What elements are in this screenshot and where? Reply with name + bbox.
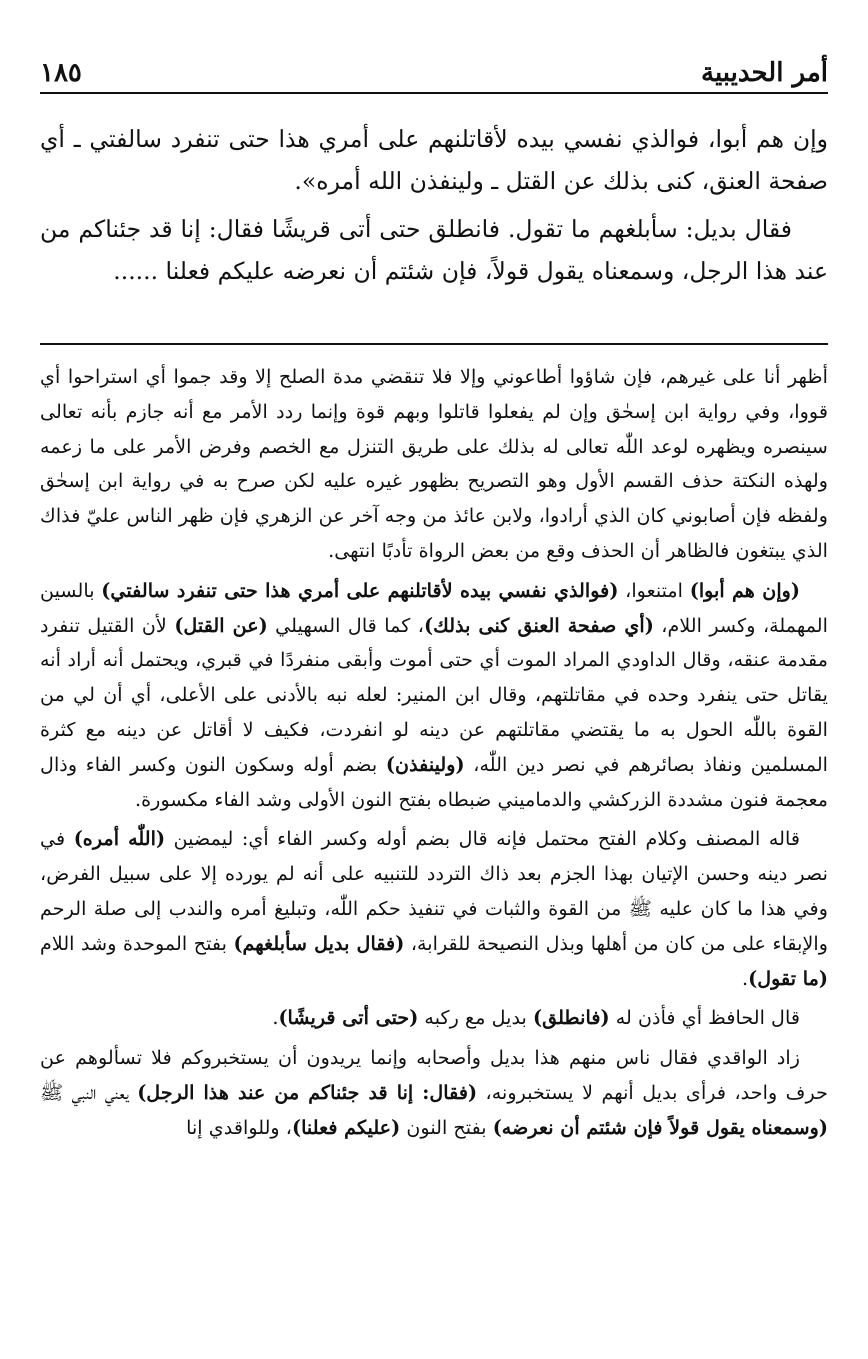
commentary-text: في نصر دينه وحسن الإتيان بهذا الجزم بعد ذاك التردد للتنبيه على أنه لم يورده إلا على سبيل الفرض، وفي هذا ما كان عليه ﷺ من القوة والثبات في تنفيذ حكم اللّٰه، وتبليغ أمره والندب إلى صلة الرحم والإبقاء على من كان من أهلها وبذل النصيحة للقرابة، <box>40 827 828 955</box>
commentary-paragraph <box>40 1001 828 1036</box>
commentary-text: لأن القتيل تنفرد مقدمة عنقه، وقال الداودي المراد الموت أي حتى أموت وأبقى منفردًا في قبري، ويحتمل أنه أراد أنه يقاتل حتى ينفرد وحده في مقاتلتهم، وقال ابن المنير: لعله نبه بالأدنى على الأعلى، أي أن لي من القوة باللّٰه الحول به ما يقتضي مقاتلتهم عن دينه لو انفردت، فكيف لا أقاتل عن دينه مع كثرة المسلمين ونفاذ بصائرهم في نصر دين اللّٰه، <box>40 613 828 776</box>
running-title: أمر الحديبية <box>701 58 828 88</box>
quoted-phrase: (فانطلق) <box>532 1006 610 1030</box>
commentary <box>40 360 828 1151</box>
main-paragraph: فقال بديل: سأبلغهم ما تقول. فانطلق حتى أتى قريشًا فقال: إنا قد جئناكم من عند هذا الرجل، وسمعناه يقول قولاً، فإن شئتم أن نعرضه عليكم فعلنا ...... <box>40 215 828 285</box>
commentary-text: ، كما قال السهيلي <box>267 613 424 637</box>
commentary-text: بضم أوله وسكون النون وكسر الفاء وذال معجمة فنون مشددة الزركشي والدماميني ضبطاه بفتح النون الأولى وشد الفاء مكسورة. <box>40 752 828 811</box>
quoted-phrase: (عليكم فعلنا) <box>292 1115 401 1139</box>
quoted-phrase: (عن القتل) <box>174 613 268 637</box>
commentary-text: . <box>272 1006 279 1030</box>
commentary-text: بالسين المهملة، وكسر اللام، <box>40 578 828 637</box>
quoted-phrase: (وسمعناه يقول قولاً فإن شئتم أن نعرضه) <box>492 1115 828 1139</box>
main-text <box>40 118 828 298</box>
commentary-text: . <box>742 966 749 990</box>
commentary-text: بديل مع ركبه <box>418 1006 533 1030</box>
main-paragraph: وإن هم أبوا، فوالذي نفسي بيده لأقاتلنهم على أمري هذا حتى تنفرد سالفتي ـ أي صفحة العنق، كنى بذلك عن القتل ـ ولينفذن الله أمره». <box>40 125 828 195</box>
quoted-phrase: (ولينفذن) <box>385 752 465 776</box>
quoted-phrase: (وإن هم أبوا) <box>689 578 800 602</box>
commentary-text: يعني النبي ﷺ <box>40 1080 138 1104</box>
footnote-separator <box>40 343 828 345</box>
commentary-text: قال الحافظ أي فأذن له <box>609 1006 800 1030</box>
commentary-paragraph: أظهر أنا على غيرهم، فإن شاؤوا أطاعوني وإلا فلا تنقضي مدة الصلح إلا وقد جموا أي استراحوا أي قووا، وفي رواية ابن إسحٰق وإن لم يفعلوا قاتلوا وبهم قوة وإنما ردد الأمر مع أنه جازم بأنه تعالى سينصره ويظهره لوعد اللّٰه تعالى له بذلك على طريق التنزل مع الخصم وفرض الأمر على ما زعمه ولهذه النكتة حذف القسم الأول وهو التصريح بظهور غيره عليه لكن صرح به في رواية ابن إسحٰق ولفظه فإن أصابوني كان الذي أرادوا، ولابن عائذ من وجه آخر عن الزهري فإن ظهر الناس عليّ فذاك الذي يبتغون فالظاهر أن الحذف وقع من بعض الرواة تأدبًا انتهى. <box>40 365 828 562</box>
commentary-text: بفتح النون <box>400 1115 493 1139</box>
quoted-phrase: (ما تقول) <box>748 966 828 990</box>
commentary-text: امتنعوا، <box>618 578 690 602</box>
commentary-paragraph <box>40 574 828 818</box>
quoted-phrase: (فوالذي نفسي بيده لأقاتلنهم على أمري هذا حتى تنفرد سالفتي) <box>101 578 619 602</box>
commentary-text: زاد الواقدي فقال ناس منهم هذا بديل وأصحابه وإنما يريدون أن يستخبروكم فلا تسألوهم عن حرف واحد، فرأى بديل أنهم لا يستخبرونه، <box>40 1046 828 1104</box>
commentary-text: بفتح الموحدة وشد اللام <box>40 931 234 955</box>
quoted-phrase: (حتى أتى قريشًا) <box>278 1006 419 1030</box>
page-number: ١٨٥ <box>40 58 82 88</box>
quoted-phrase: (فقال بديل سأبلغهم) <box>233 931 405 955</box>
commentary-paragraph <box>40 1041 828 1145</box>
commentary-text: ، وللواقدي إنا <box>186 1115 292 1139</box>
commentary-text: قاله المصنف وكلام الفتح محتمل فإنه قال بضم أوله وكسر الفاء أي: ليمضين <box>165 827 801 851</box>
commentary-paragraph <box>40 822 828 996</box>
quoted-phrase: (فقال: إنا قد جئناكم من عند هذا الرجل) <box>137 1080 478 1104</box>
quoted-phrase: (اللّٰه أمره) <box>73 827 166 851</box>
quoted-phrase: (أي صفحة العنق كنى بذلك) <box>424 613 654 637</box>
page-header <box>40 52 828 94</box>
